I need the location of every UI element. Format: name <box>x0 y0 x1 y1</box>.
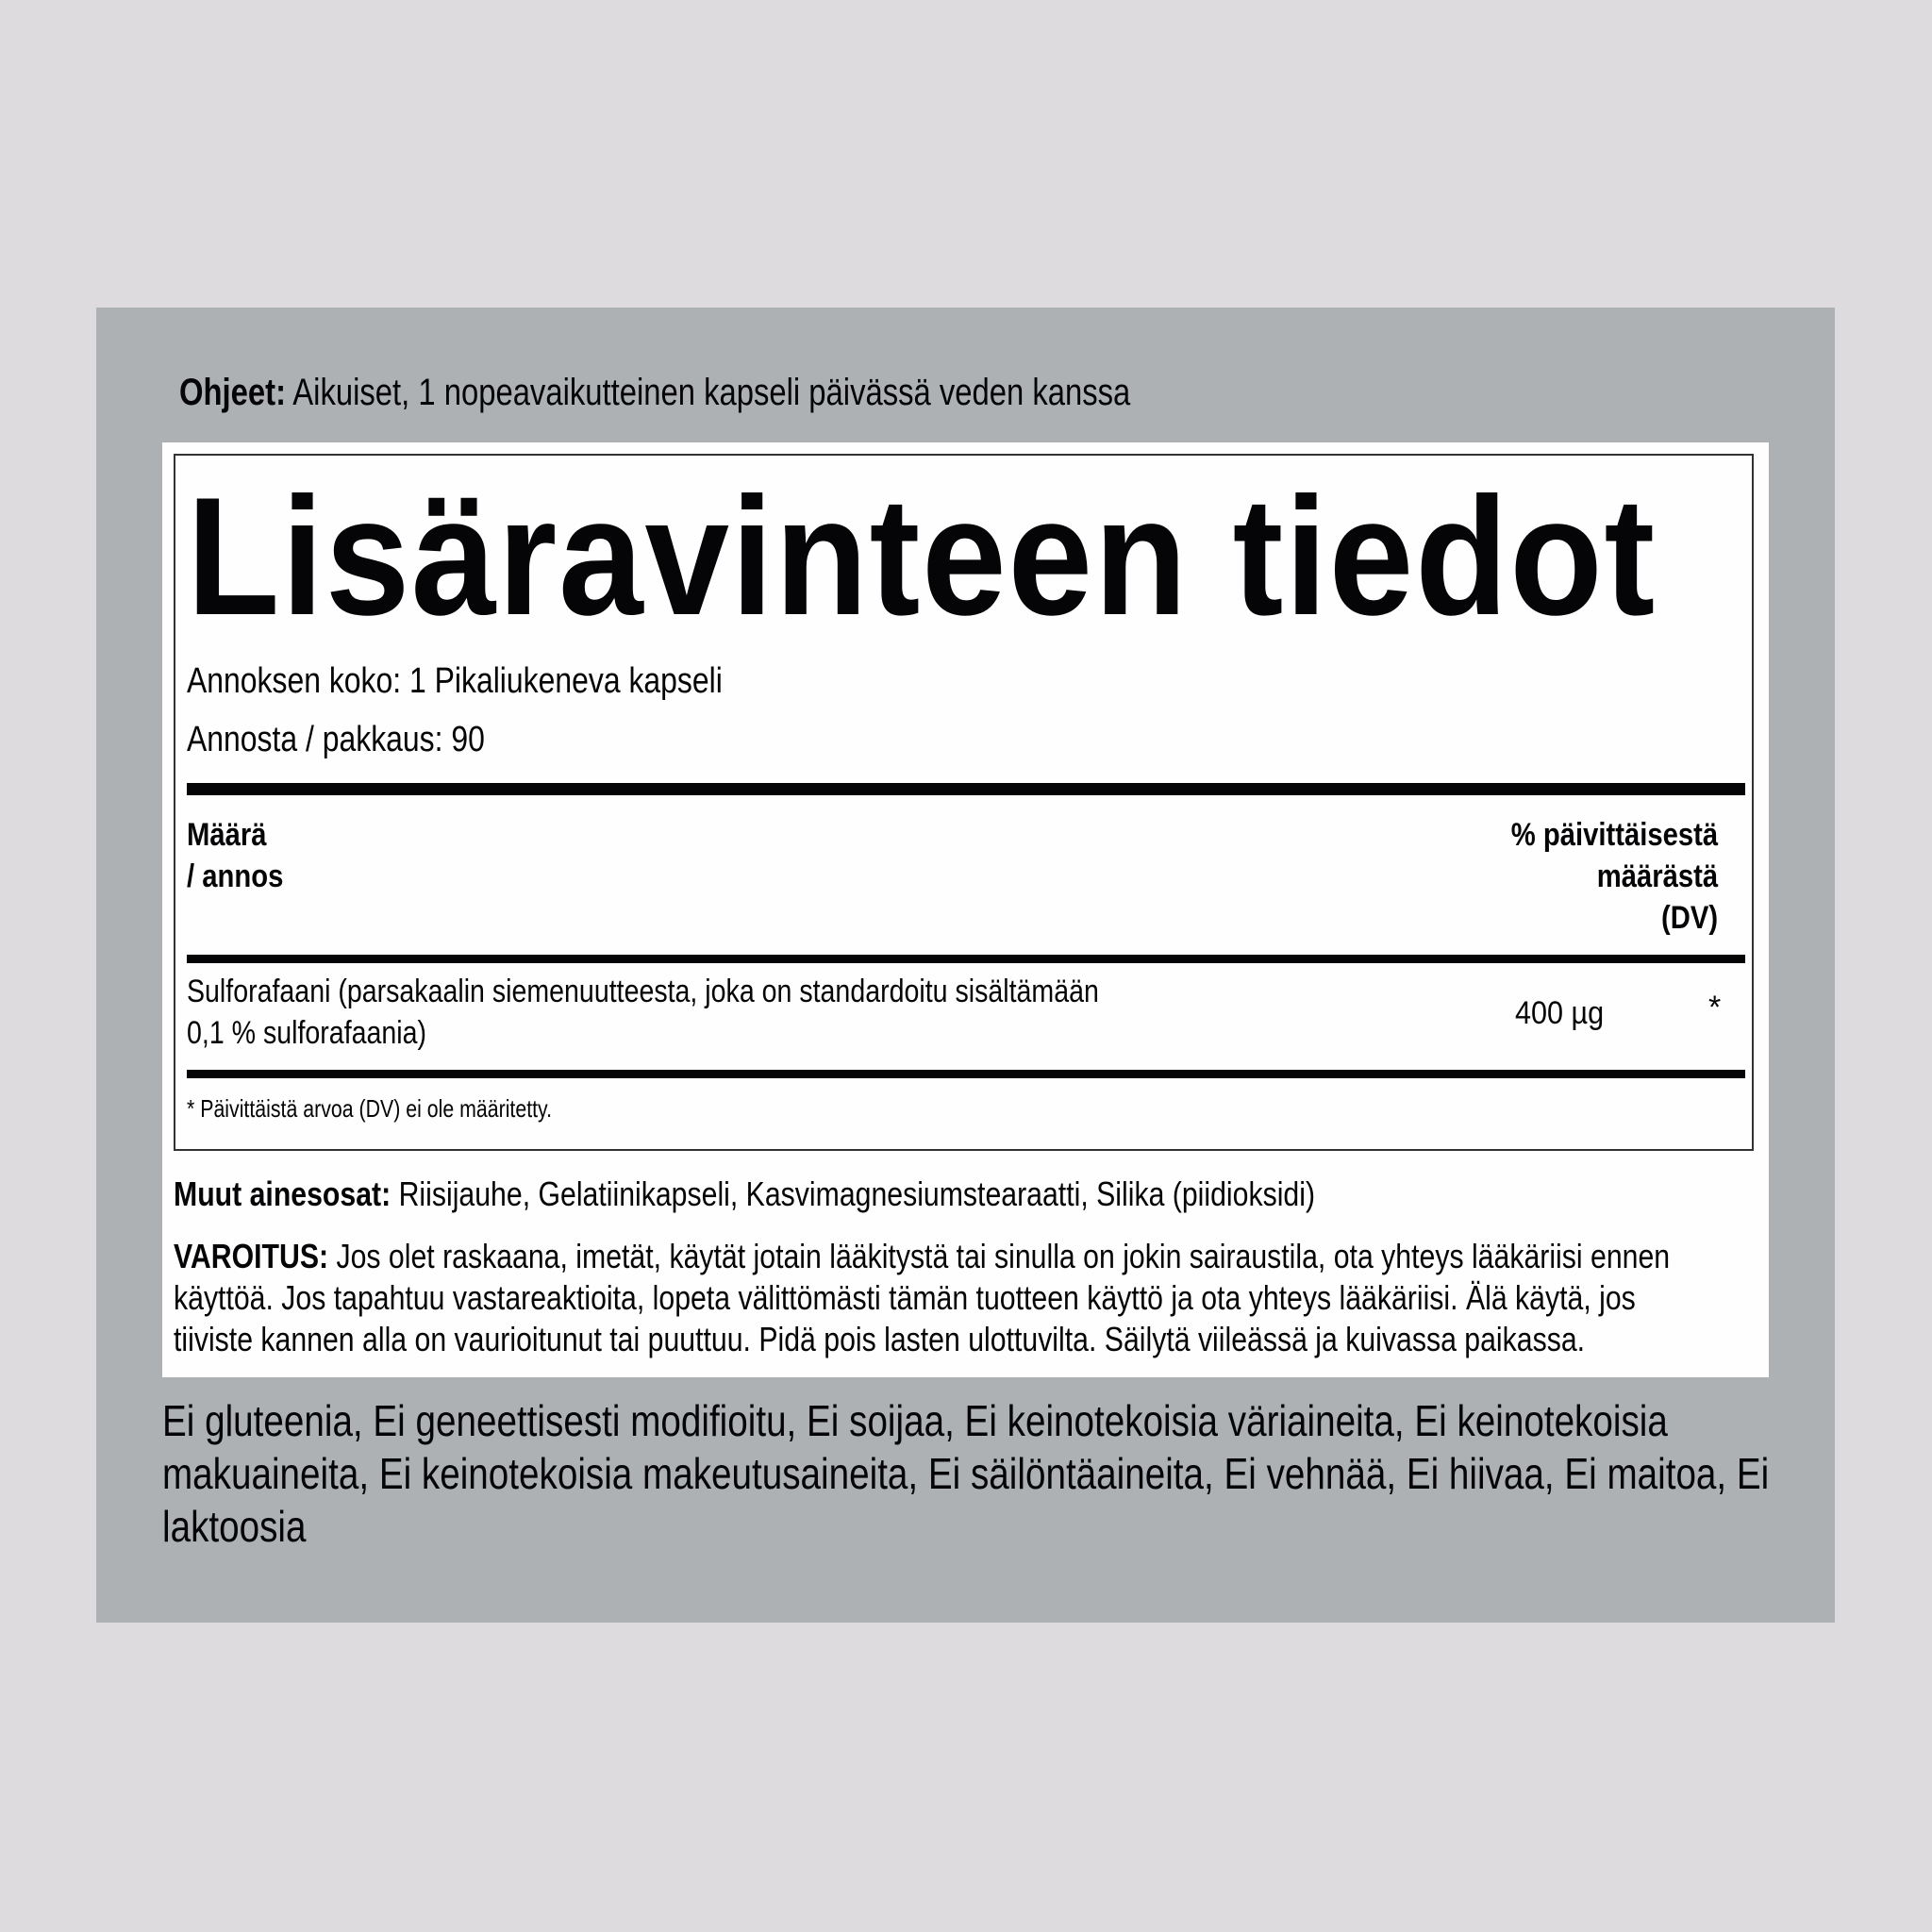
directions-text: Aikuiset, 1 nopeavaikutteinen kapseli päivässä veden kanssa <box>285 372 1131 413</box>
warning-line1: Jos olet raskaana, imetät, käytät jotain lääkitystä tai sinulla on jokin sairaustila, ota yhteys lääkäriisi ennen <box>328 1237 1671 1275</box>
facts-title: Lisäravinteen tiedot <box>187 462 1657 650</box>
dv-header-line1: % päivittäisestä <box>1510 817 1718 853</box>
nutrient-name-line2: 0,1 % sulforafaania) <box>187 1015 427 1051</box>
amount-header-line1: Määrä <box>187 817 267 853</box>
free-from-line2: makuaineita, Ei keinotekoisia makeutusaineita, Ei säilöntäaineita, Ei vehnää, Ei hiivaa, Ei maitoa, Ei <box>162 1449 1770 1498</box>
other-ingredients-text: Riisijauhe, Gelatiinikapseli, Kasvimagnesiumstearaatti, Silika (piidioksidi) <box>391 1174 1316 1213</box>
dv-header-line3: (DV) <box>1660 900 1718 936</box>
row-divider <box>187 1070 1745 1078</box>
nutrient-amount: 400 µg <box>1515 995 1605 1031</box>
servings-per-container: Annosta / pakkaus: 90 <box>187 720 485 759</box>
free-from-line1: Ei gluteenia, Ei geneettisesti modifioitu, Ei soijaa, Ei keinotekoisia väriaineita, Ei keinotekoisia <box>162 1396 1668 1445</box>
dv-footnote: * Päivittäistä arvoa (DV) ei ole määritetty. <box>187 1094 553 1123</box>
directions <box>179 370 1130 415</box>
other-ingredients-label: Muut ainesosat: <box>174 1174 391 1213</box>
other-ingredients <box>174 1174 1315 1215</box>
warning-line2: käyttöä. Jos tapahtuu vastareaktioita, lopeta välittömästi tämän tuotteen käyttö ja ota yhteys lääkäriisi. Älä käytä, jos <box>174 1278 1636 1317</box>
amount-header-line2: / annos <box>187 858 284 894</box>
warning <box>174 1236 1670 1360</box>
warning-line3: tiiviste kannen alla on vaurioitunut tai puuttuu. Pidä pois lasten ulottuvilta. Säilytä viileässä ja kuivassa paikassa. <box>174 1320 1586 1358</box>
daily-value-header <box>1511 814 1718 939</box>
nutrient-name-line1: Sulforafaani (parsakaalin siemenuutteesta, joka on standardoitu sisältämään <box>187 974 1099 1009</box>
serving-size: Annoksen koko: 1 Pikaliukeneva kapseli <box>187 661 723 701</box>
free-from-claims <box>162 1394 1769 1553</box>
warning-label: VAROITUS: <box>174 1237 329 1275</box>
free-from-line3: laktoosia <box>162 1502 307 1551</box>
header-divider <box>187 955 1745 963</box>
nutrient-name <box>187 971 1099 1054</box>
nutrient-daily-value: * <box>1708 990 1722 1025</box>
dv-header-line2: määrästä <box>1596 858 1718 894</box>
amount-per-serving-header <box>187 814 283 897</box>
directions-label: Ohjeet: <box>179 372 286 413</box>
thick-divider <box>187 783 1745 795</box>
supplement-facts-box <box>174 454 1754 1151</box>
